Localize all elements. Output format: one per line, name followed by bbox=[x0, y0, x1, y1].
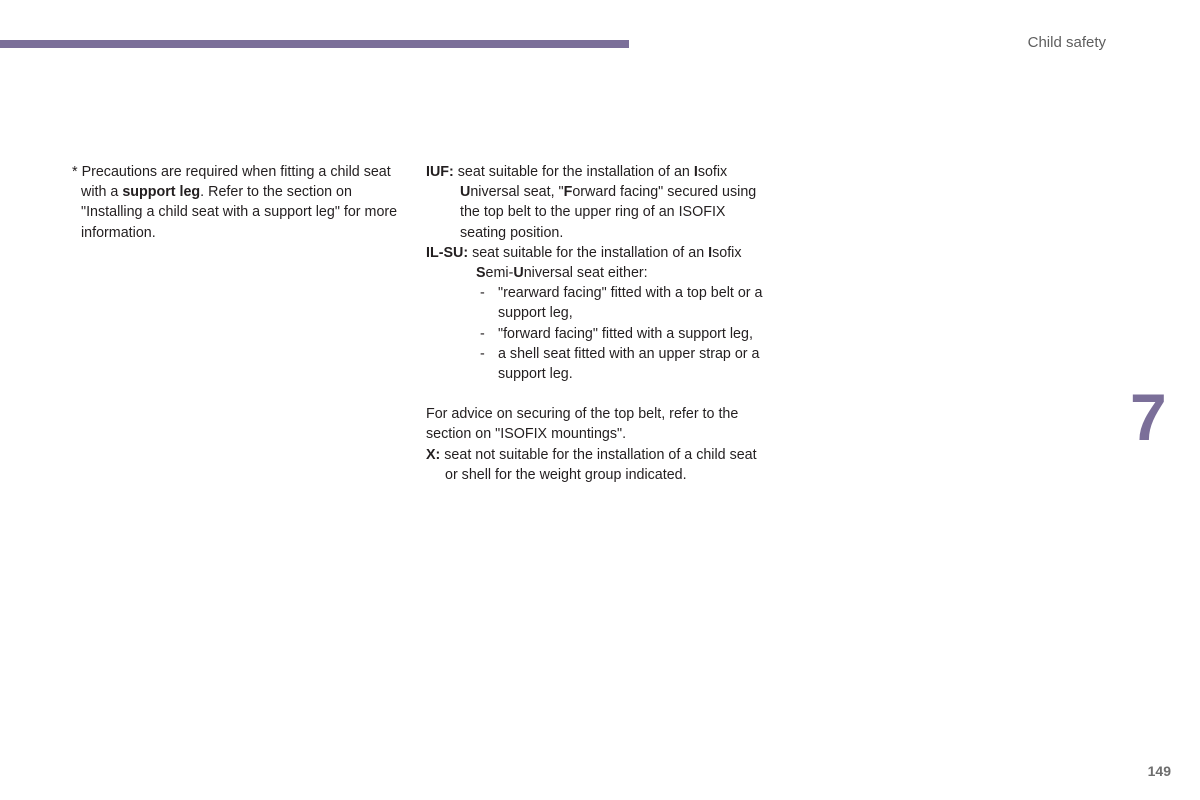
initial-letter: I bbox=[708, 244, 713, 261]
list-item: - a shell seat fitted with an upper strap or a support leg. bbox=[480, 345, 760, 383]
initial-letter: S bbox=[476, 265, 486, 282]
definition-text: orward facing" secured using the top belt to the upper ring of an ISOFIX seating position. bbox=[460, 184, 757, 241]
definition-text: sofix bbox=[697, 164, 728, 180]
list-item-text: "forward facing" fitted with a support leg, bbox=[498, 325, 753, 342]
footnote bbox=[72, 162, 402, 243]
definition-text: seat suitable for the installation of an bbox=[468, 244, 709, 261]
initial-letter: I bbox=[693, 164, 698, 180]
list-item: - "forward facing" fitted with a support leg, bbox=[480, 325, 753, 342]
definition-text: seat suitable for the installation of an bbox=[453, 164, 694, 180]
section-title: Child safety bbox=[1027, 34, 1106, 51]
header-accent-bar bbox=[0, 40, 629, 48]
list-item: - "rearward facing" fitted with a top belt or a support leg, bbox=[480, 285, 763, 322]
list-item-text: a shell seat fitted with an upper strap or a support leg. bbox=[498, 345, 760, 383]
footnote-text: Precautions are required when fitting a child seat with a bbox=[81, 164, 391, 201]
definition-text: niversal seat, " bbox=[470, 184, 564, 201]
definition-il-su bbox=[426, 243, 766, 283]
footnote-marker: * bbox=[72, 164, 78, 180]
chapter-number: 7 bbox=[1130, 380, 1167, 454]
definition-text: emi- bbox=[485, 265, 514, 282]
initial-letter: U bbox=[513, 265, 524, 282]
term-iuf: IUF: bbox=[426, 164, 454, 180]
left-column bbox=[72, 162, 402, 243]
page-number: 149 bbox=[1147, 763, 1171, 779]
list-item-text: "rearward facing" fitted with a top belt or a support leg, bbox=[498, 285, 763, 322]
definition-x bbox=[426, 445, 766, 485]
initial-letter: U bbox=[460, 184, 471, 201]
term-il-su: IL-SU: bbox=[426, 244, 469, 261]
definition-iuf bbox=[426, 162, 766, 243]
definition-text: sofix bbox=[712, 244, 742, 261]
initial-letter: F bbox=[563, 184, 573, 201]
right-column bbox=[426, 162, 766, 485]
term-x: X: bbox=[426, 446, 441, 463]
il-su-options-list bbox=[426, 283, 766, 384]
advice-paragraph: For advice on securing of the top belt, refer to the section on "ISOFIX mountings". bbox=[426, 406, 739, 443]
definition-text: niversal seat either: bbox=[523, 265, 648, 282]
footnote-bold-term: support leg bbox=[122, 184, 201, 201]
definition-text: seat not suitable for the installation of a child seat or shell for the weight group indicated. bbox=[440, 446, 757, 483]
footnote-text-end: . Refer to the section on "Installing a child seat with a support leg" for more information. bbox=[81, 184, 398, 241]
